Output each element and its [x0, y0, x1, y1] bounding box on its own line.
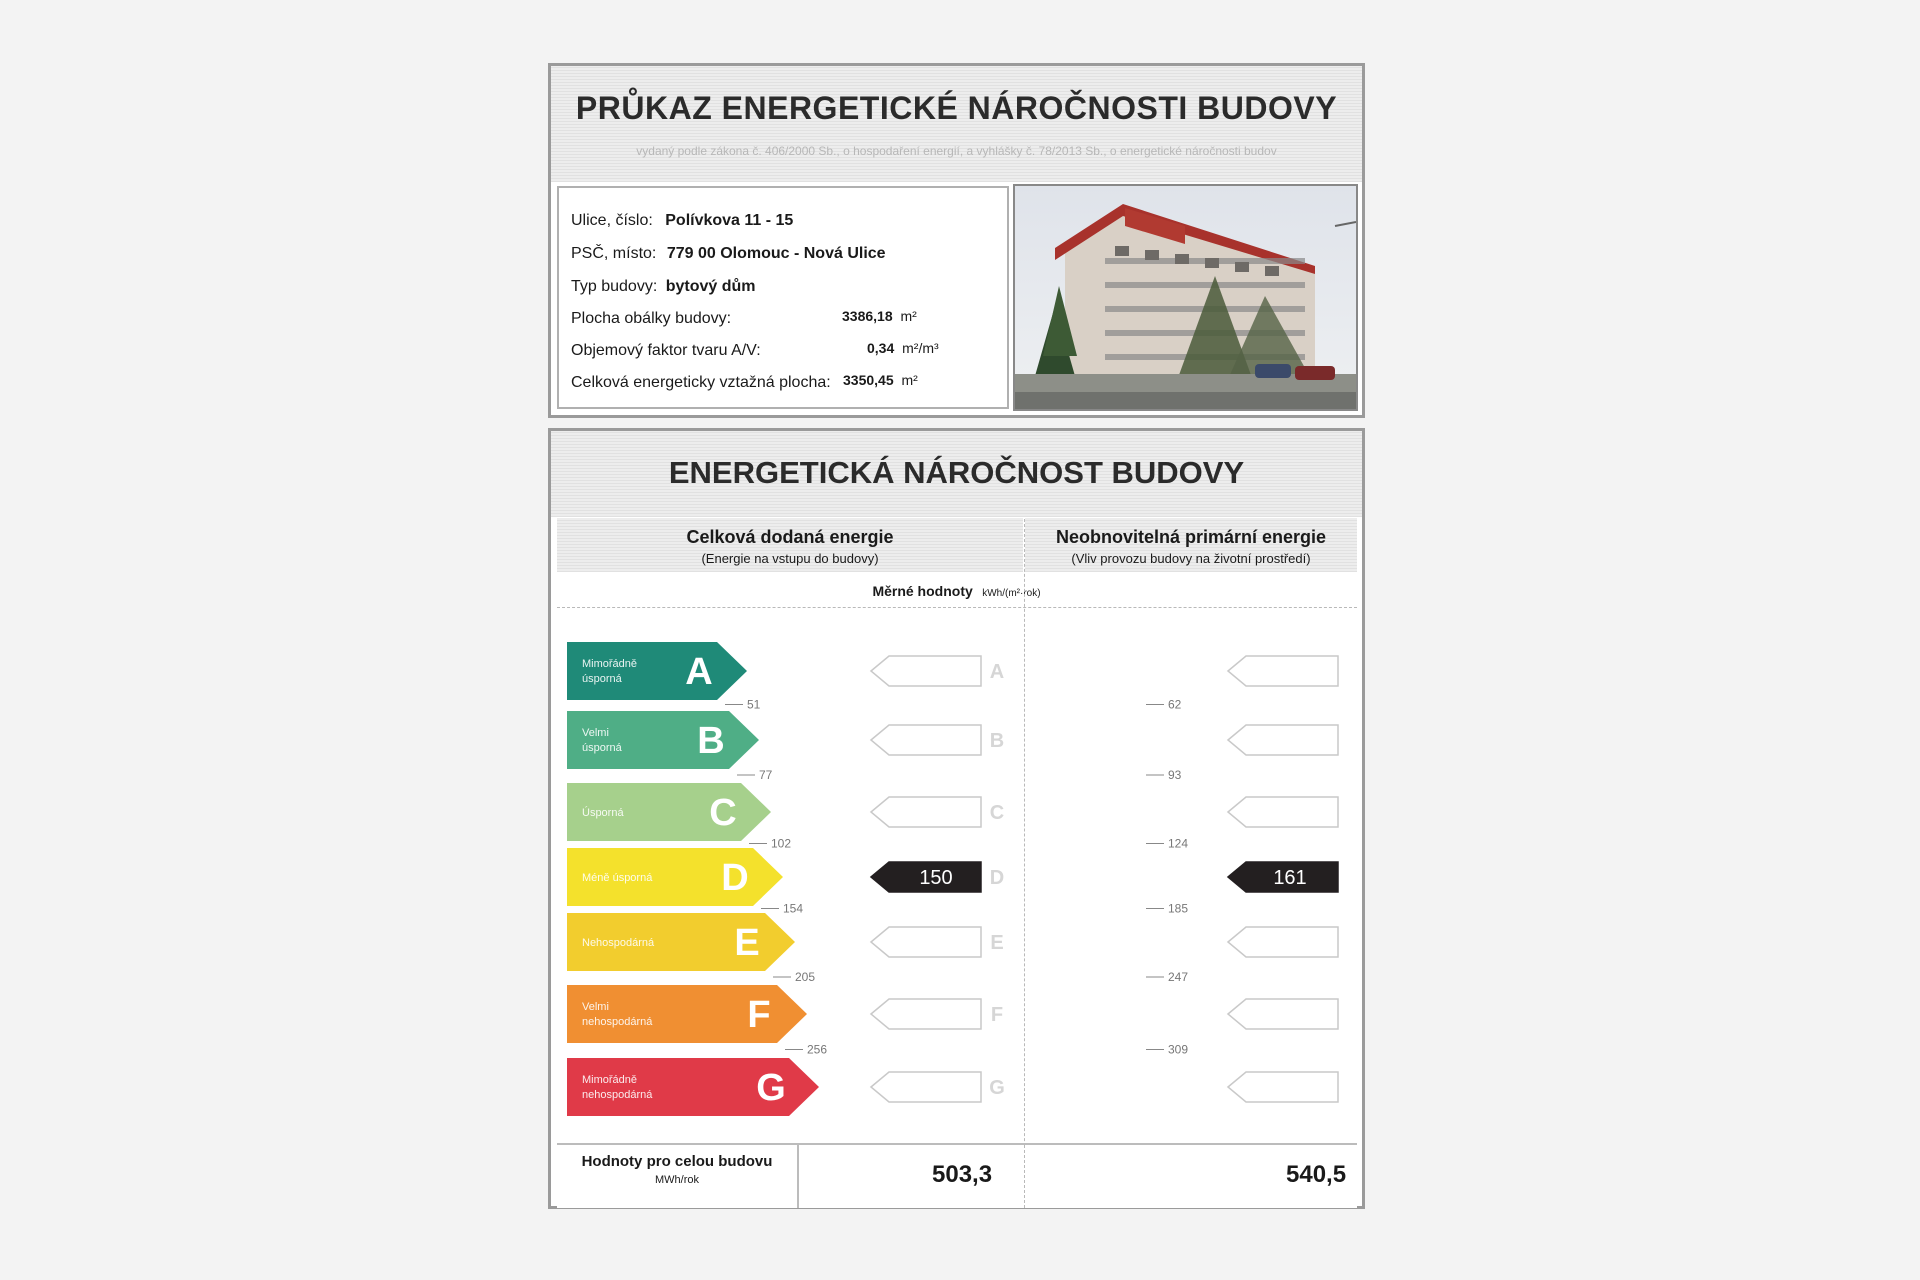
- slot-letter-c: C: [989, 802, 1005, 824]
- class-label-f: nehospodárná: [582, 1016, 653, 1028]
- primary-threshold: 62: [1168, 697, 1182, 712]
- street-row: [571, 212, 793, 230]
- certificate-subtitle: vydaný podle zákona č. 406/2000 Sb., o hospodaření energií, a vyhlášky č. 78/2013 Sb., o energetické náročnosti budov: [636, 144, 1277, 158]
- delivered-threshold: 256: [807, 1042, 828, 1057]
- slot-letter-e: E: [990, 932, 1004, 954]
- building-info-panel: [548, 63, 1365, 418]
- energy-rating-panel: [548, 428, 1365, 1209]
- building-photo: [1013, 184, 1358, 411]
- class-label-g: nehospodárná: [582, 1089, 653, 1101]
- class-letter-c: C: [709, 792, 737, 834]
- class-label-f: Velmi: [582, 1001, 609, 1013]
- shape-row: [571, 342, 761, 360]
- type-value: bytový dům: [665, 278, 756, 295]
- rating-title: ENERGETICKÁ NÁROČNOST BUDOVY: [668, 455, 1245, 490]
- area-label: Celková energeticky vztažná plocha:: [571, 374, 831, 391]
- building-photo-illustration: [1015, 186, 1356, 409]
- delivered-slot-c: [871, 797, 981, 827]
- values-unit: kWh/(m²·rok): [982, 588, 1041, 599]
- delivered-threshold: 102: [771, 836, 792, 851]
- energy-scale: [551, 431, 1362, 1143]
- primary-slot-g: [1228, 1072, 1338, 1102]
- class-label-b: Velmi: [582, 727, 609, 739]
- class-arrow-a: [567, 642, 747, 700]
- primary-slot-c: [1228, 797, 1338, 827]
- class-letter-e: E: [734, 922, 760, 964]
- area-value-row: [843, 372, 918, 388]
- area-unit: m²: [901, 372, 918, 388]
- delivered-energy-value: 150: [919, 867, 953, 889]
- class-letter-d: D: [721, 857, 749, 899]
- envelope-value: 3386,18: [842, 308, 893, 324]
- delivered-slot-f: [871, 999, 981, 1029]
- delivered-slot-g: [871, 1072, 981, 1102]
- type-label: Typ budovy:: [571, 278, 658, 295]
- class-letter-f: F: [747, 994, 771, 1036]
- total-separator: [797, 1145, 799, 1208]
- envelope-label: Plocha obálky budovy:: [571, 310, 732, 327]
- building-details: [557, 186, 1009, 409]
- slot-letter-f: F: [990, 1004, 1004, 1026]
- type-row: [571, 278, 756, 296]
- total-values-row: [557, 1143, 1357, 1208]
- area-row: [571, 374, 831, 392]
- city-row: [571, 245, 886, 263]
- delivered-threshold: 51: [747, 697, 761, 712]
- class-label-e: Nehospodárná: [582, 937, 655, 949]
- delivered-slot-a: [871, 656, 981, 686]
- shape-value-row: [867, 340, 939, 356]
- total-delivered-energy: 503,3: [932, 1161, 993, 1188]
- class-label-g: Mimořádně: [582, 1074, 638, 1086]
- delivered-threshold: 77: [759, 768, 773, 782]
- primary-energy-value: 161: [1273, 867, 1307, 889]
- class-label-c: Úsporná: [582, 807, 624, 819]
- city-label: PSČ, místo:: [571, 245, 657, 262]
- primary-slot-e: [1228, 927, 1338, 957]
- total-label: Hodnoty pro celou budovu: [581, 1153, 773, 1170]
- delivered-slot-e: [871, 927, 981, 957]
- class-label-b: úsporná: [582, 742, 622, 754]
- class-letter-a: A: [685, 651, 713, 693]
- envelope-value-row: [842, 308, 917, 324]
- primary-slot-f: [1228, 999, 1338, 1029]
- primary-threshold: 247: [1168, 970, 1189, 984]
- total-unit: MWh/rok: [655, 1174, 699, 1186]
- slot-letter-b: B: [989, 730, 1005, 752]
- class-label-d: Méně úsporná: [582, 872, 653, 884]
- envelope-row: [571, 310, 731, 328]
- delivered-threshold: 205: [795, 970, 816, 984]
- city-value: 779 00 Olomouc - Nová Ulice: [666, 245, 886, 262]
- right-heading: Neobnovitelná primární energie: [1055, 527, 1327, 547]
- envelope-unit: m²: [900, 308, 917, 324]
- slot-letter-g: G: [989, 1077, 1005, 1099]
- slot-letter-d: D: [989, 867, 1005, 889]
- class-label-a: Mimořádně: [582, 658, 638, 670]
- primary-threshold: 93: [1168, 768, 1182, 782]
- shape-value: 0,34: [867, 340, 895, 356]
- values-label: Měrné hodnoty: [872, 583, 973, 599]
- street-value: Polívkova 11 - 15: [665, 212, 794, 229]
- primary-slot-a: [1228, 656, 1338, 686]
- total-column-divider: [1024, 1145, 1025, 1208]
- shape-label: Objemový faktor tvaru A/V:: [571, 342, 761, 359]
- class-arrow-f: [567, 985, 807, 1043]
- class-arrow-b: [567, 711, 759, 769]
- class-label-a: úsporná: [582, 673, 622, 685]
- primary-threshold: 124: [1168, 836, 1189, 851]
- primary-threshold: 185: [1168, 901, 1189, 916]
- class-letter-g: G: [756, 1067, 786, 1109]
- delivered-threshold: 154: [783, 901, 804, 916]
- total-primary-energy: 540,5: [1286, 1161, 1347, 1188]
- primary-slot-b: [1228, 725, 1338, 755]
- shape-unit: m²/m³: [902, 340, 939, 356]
- primary-threshold: 309: [1168, 1042, 1189, 1057]
- left-heading: Celková dodaná energie: [686, 527, 894, 547]
- certificate-title: PRŮKAZ ENERGETICKÉ NÁROČNOSTI BUDOVY: [575, 90, 1338, 126]
- class-letter-b: B: [697, 720, 725, 762]
- delivered-slot-b: [871, 725, 981, 755]
- left-subheading: (Energie na vstupu do budovy): [701, 551, 879, 566]
- slot-letter-a: A: [989, 661, 1005, 683]
- street-label: Ulice, číslo:: [571, 212, 653, 229]
- total-label-cell: [557, 1153, 797, 1186]
- certificate-header: [551, 66, 1362, 182]
- area-value: 3350,45: [843, 372, 894, 388]
- right-subheading: (Vliv provozu budovy na životní prostředí): [1071, 551, 1311, 566]
